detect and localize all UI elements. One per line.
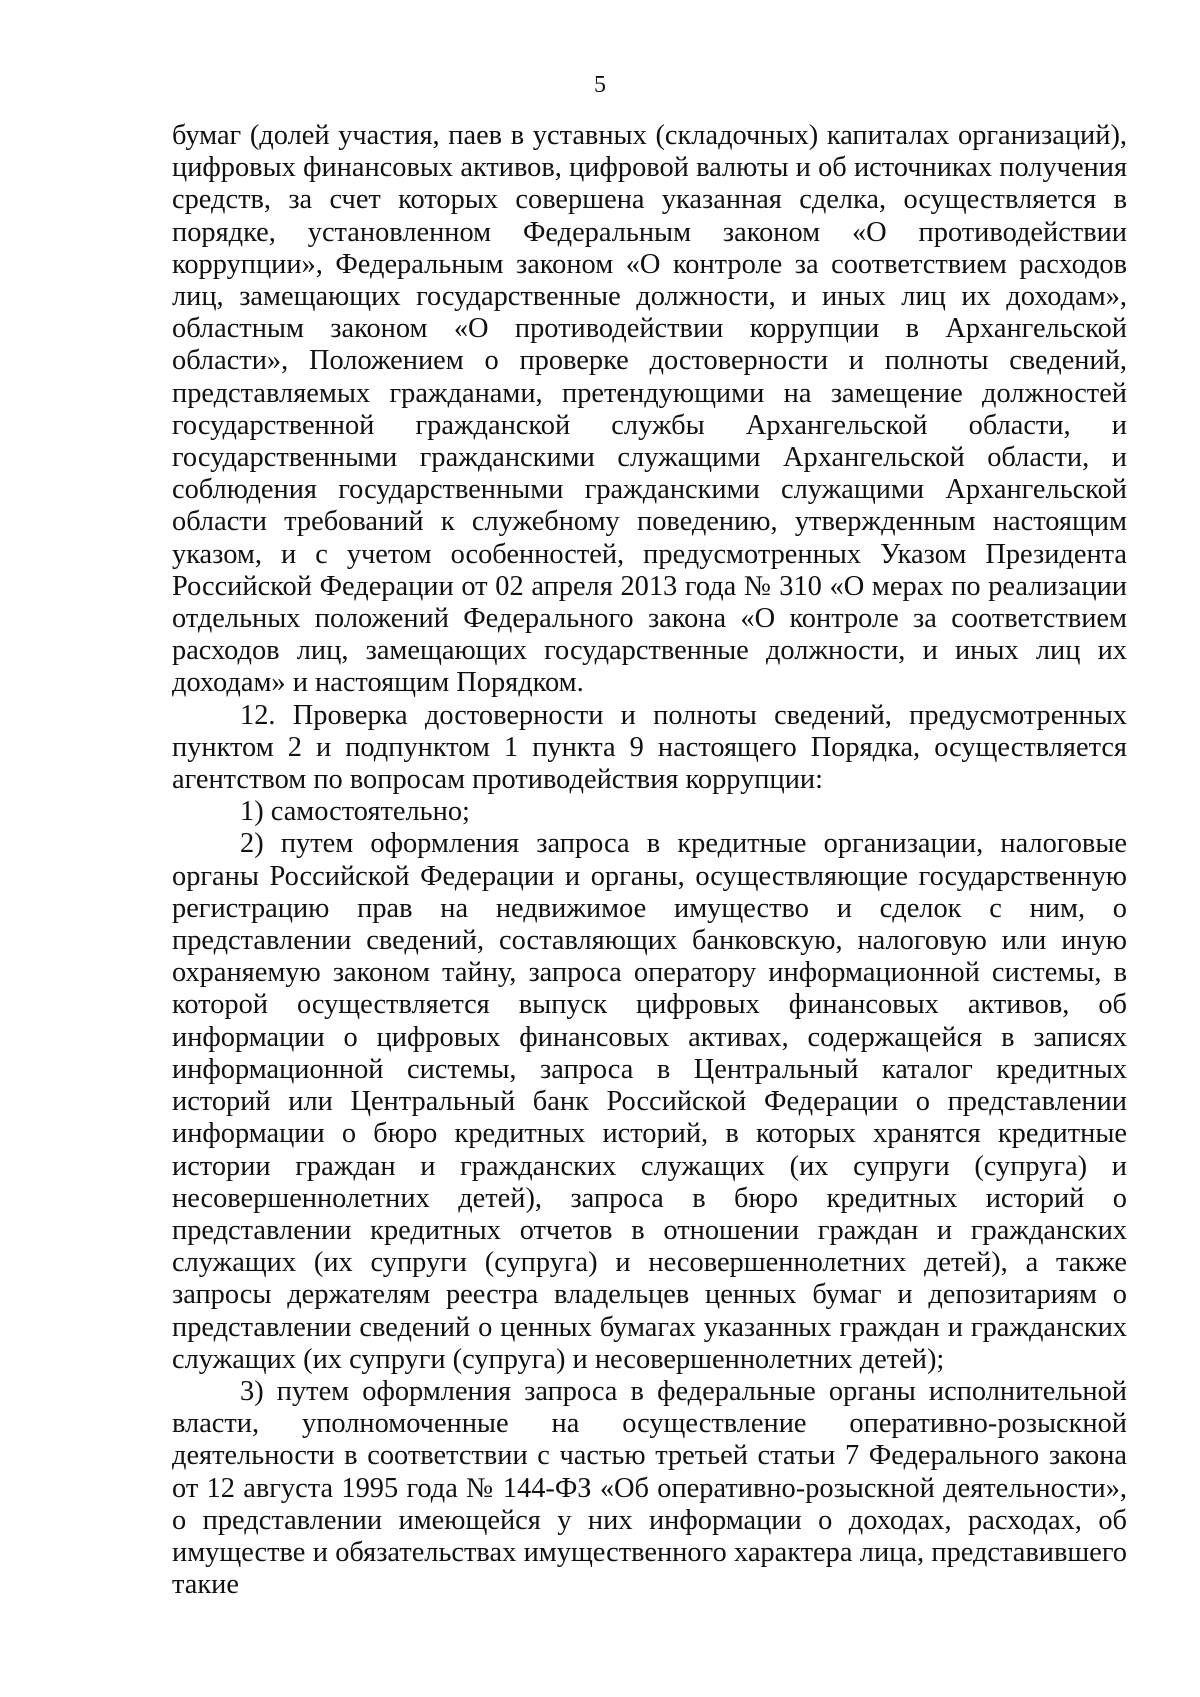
page-number: 5 [594, 72, 606, 98]
paragraph-item-3: 3) путем оформления запроса в федеральные органы исполнительной власти, уполномоченные на осуществление оперативно-розыскной деятельности в соответствии с частью третьей статьи 7 Федерального закона от 12 августа 1995 года № 144-ФЗ «Об оперативно-розыскной деятельности», о представлении имеющейся у них информации о доходах, расходах, об имуществе и обязательствах имущественного характера лица, представившего такие [172, 1375, 1127, 1601]
paragraph-clause-12: 12. Проверка достоверности и полноты сведений, предусмотренных пунктом 2 и подпунктом 1 пункта 9 настоящего Порядка, осуществляется агентством по вопросам противодействия коррупции: [172, 699, 1127, 796]
paragraph-item-2: 2) путем оформления запроса в кредитные организации, налоговые органы Российской Федерации и органы, осуществляющие государственную регистрацию прав на недвижимое имущество и сделок с ним, о представлении сведений, составляющих банковскую, налоговую или иную охраняемую законом тайну, запроса оператору информационной системы, в которой осуществляется выпуск цифровых финансовых активов, об информации о цифровых финансовых активах, содержащейся в записях информационной системы, запроса в Центральный каталог кредитных историй или Центральный банк Российской Федерации о представлении информации о бюро кредитных историй, в которых хранятся кредитные истории граждан и гражданских служащих (их супруги (супруга) и несовершеннолетних детей), запроса в бюро кредитных историй о представлении кредитных отчетов в отношении граждан и гражданских служащих (их супруги (супруга) и несовершеннолетних детей), а также запросы держателям реестра владельцев ценных бумаг и депозитариям о представлении сведений о ценных бумагах указанных граждан и гражданских служащих (их супруги (супруга) и несовершеннолетних детей); [172, 828, 1127, 1375]
paragraph-item-1: 1) самостоятельно; [240, 796, 470, 828]
paragraph-continuation: бумаг (долей участия, паев в уставных (складочных) капиталах организаций), цифровых финансовых активов, цифровой валюты и об источниках получения средств, за счет которых совершена указанная сделка, осуществляется в порядке, установленном Федеральным законом «О противодействии коррупции», Федеральным законом «О контроле за соответствием расходов лиц, замещающих государственные должности, и иных лиц их доходам», областным законом «О противодействии коррупции в Архангельской области», Положением о проверке достоверности и полноты сведений, представляемых гражданами, претендующими на замещение должностей государственной гражданской службы Архангельской области, и государственными гражданскими служащими Архангельской области, и соблюдения государственными гражданскими служащими Архангельской области требований к служебному поведению, утвержденным настоящим указом, и с учетом особенностей, предусмотренных Указом Президента Российской Федерации от 02 апреля 2013 года № 310 «О мерах по реализации отдельных положений Федерального закона «О контроле за соответствием расходов лиц, замещающих государственные должности, и иных лиц их доходам» и настоящим Порядком. [172, 120, 1127, 699]
document-body [172, 120, 1127, 1601]
